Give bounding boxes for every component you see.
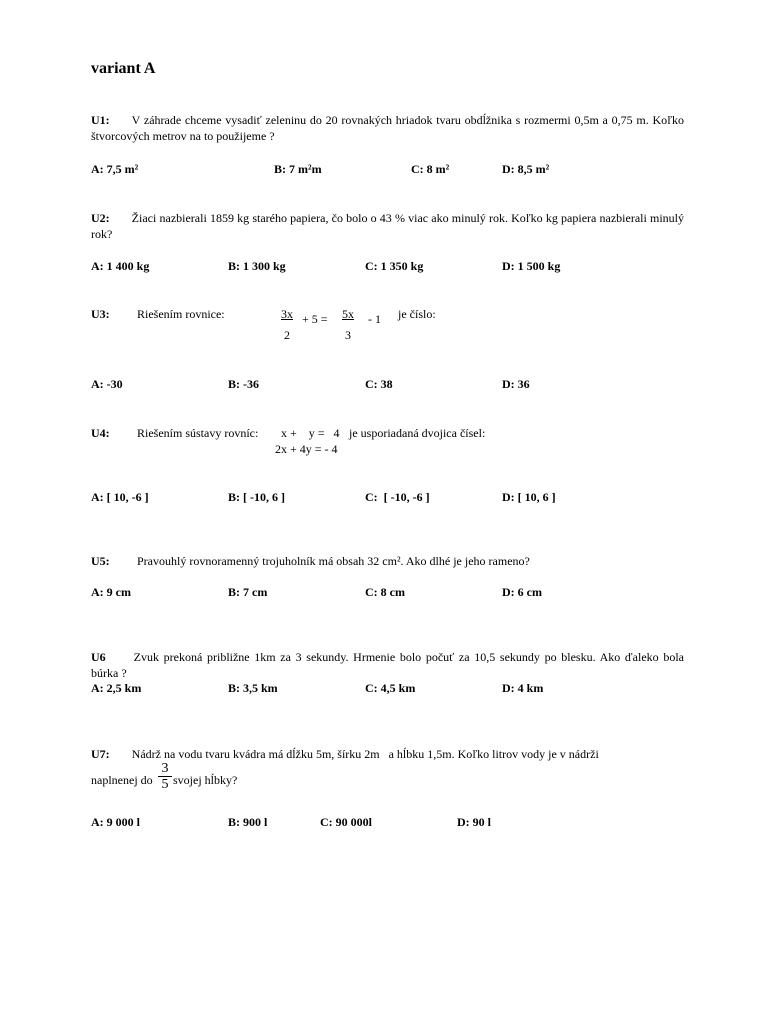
- question-text-line2-end: svojej hĺbky?: [173, 773, 238, 787]
- equation-fraction-left: [274, 307, 300, 343]
- answer-b[interactable]: B: [ -10, 6 ]: [228, 490, 285, 504]
- question-label: U6: [91, 650, 106, 664]
- question-u2: [91, 210, 684, 242]
- question-text: Riešením rovnice:: [137, 307, 225, 321]
- question-label: U3:: [91, 307, 110, 321]
- answer-c[interactable]: C: 1 350 kg: [365, 259, 424, 273]
- answer-a[interactable]: A: 1 400 kg: [91, 259, 150, 273]
- answer-a[interactable]: A: 9 cm: [91, 585, 131, 599]
- answer-c[interactable]: C: 90 000l: [320, 815, 372, 829]
- question-label: U1:: [91, 113, 110, 127]
- system-line-2: 2x + 4y = - 4: [275, 442, 338, 456]
- answer-a[interactable]: A: 7,5 m²: [91, 162, 139, 176]
- system-line-1: x + y = 4: [281, 426, 340, 440]
- answer-a[interactable]: A: -30: [91, 377, 123, 391]
- fraction-numerator: 5x: [342, 307, 354, 321]
- question-text: Riešením sústavy rovníc:: [137, 426, 259, 440]
- answer-d[interactable]: D: 36: [502, 377, 530, 391]
- question-text: V záhrade chceme vysadiť zeleninu do 20 rovnakých hriadok tvaru obdĺžnika s rozmermi 0,5m a 0,75 m. Koľko štvorcových metrov na to použijeme ?: [91, 113, 684, 143]
- answer-a[interactable]: A: 2,5 km: [91, 681, 142, 695]
- fraction-denominator: 3: [345, 328, 351, 342]
- fraction-three-fifths: [158, 761, 172, 793]
- fraction-denominator: 5: [161, 777, 169, 792]
- answer-d[interactable]: D: 8,5 m²: [502, 162, 550, 176]
- question-label: U4:: [91, 426, 110, 440]
- question-text: Pravouhlý rovnoramenný trojuholník má obsah 32 cm². Ako dlhé je jeho rameno?: [137, 554, 530, 568]
- question-label: U5:: [91, 554, 110, 568]
- answer-d[interactable]: D: 6 cm: [502, 585, 542, 599]
- question-u1: [91, 112, 684, 144]
- answer-a[interactable]: A: 9 000 l: [91, 815, 140, 829]
- answer-b[interactable]: B: 7 cm: [228, 585, 268, 599]
- answer-b[interactable]: B: 1 300 kg: [228, 259, 286, 273]
- question-label: U2:: [91, 211, 110, 225]
- answer-c[interactable]: C: [ -10, -6 ]: [365, 490, 430, 504]
- question-u6: [91, 649, 684, 681]
- answer-b[interactable]: B: -36: [228, 377, 259, 391]
- answer-d[interactable]: D: [ 10, 6 ]: [502, 490, 556, 504]
- question-text-line2: naplnenej do: [91, 773, 153, 787]
- question-text-after: je usporiadaná dvojica čísel:: [349, 426, 486, 440]
- fraction-denominator: 2: [284, 328, 290, 342]
- question-text: Nádrž na vodu tvaru kvádra má dĺžku 5m, šírku 2m a hĺbku 1,5m. Koľko litrov vody je v nádrži: [131, 747, 599, 761]
- answer-c[interactable]: C: 38: [365, 377, 393, 391]
- equation-middle: + 5 =: [302, 312, 328, 326]
- answer-a[interactable]: A: [ 10, -6 ]: [91, 490, 149, 504]
- question-label: U7:: [91, 747, 110, 761]
- answer-c[interactable]: C: 8 m²: [411, 162, 450, 176]
- fraction-numerator: 3x: [281, 307, 293, 321]
- answer-d[interactable]: D: 4 km: [502, 681, 544, 695]
- question-text: Žiaci nazbierali 1859 kg starého papiera, čo bolo o 43 % viac ako minulý rok. Koľko kg papiera nazbierali minulý rok?: [91, 211, 684, 241]
- equation-fraction-right: [335, 307, 361, 343]
- equation-tail: - 1: [368, 312, 381, 326]
- question-u7: [91, 746, 684, 762]
- answer-d[interactable]: D: 90 l: [457, 815, 491, 829]
- answer-d[interactable]: D: 1 500 kg: [502, 259, 561, 273]
- fraction-numerator: 3: [158, 761, 172, 777]
- page-title: variant A: [91, 60, 156, 77]
- answer-b[interactable]: B: 7 m²m: [274, 162, 322, 176]
- question-text: Zvuk prekoná približne 1km za 3 sekundy. Hrmenie bolo počuť za 10,5 sekundy po blesku. Ako ďaleko bola búrka ?: [91, 650, 684, 680]
- question-text-after: je číslo:: [398, 307, 436, 321]
- answer-c[interactable]: C: 8 cm: [365, 585, 405, 599]
- answer-b[interactable]: B: 3,5 km: [228, 681, 278, 695]
- answer-c[interactable]: C: 4,5 km: [365, 681, 416, 695]
- answer-b[interactable]: B: 900 l: [228, 815, 268, 829]
